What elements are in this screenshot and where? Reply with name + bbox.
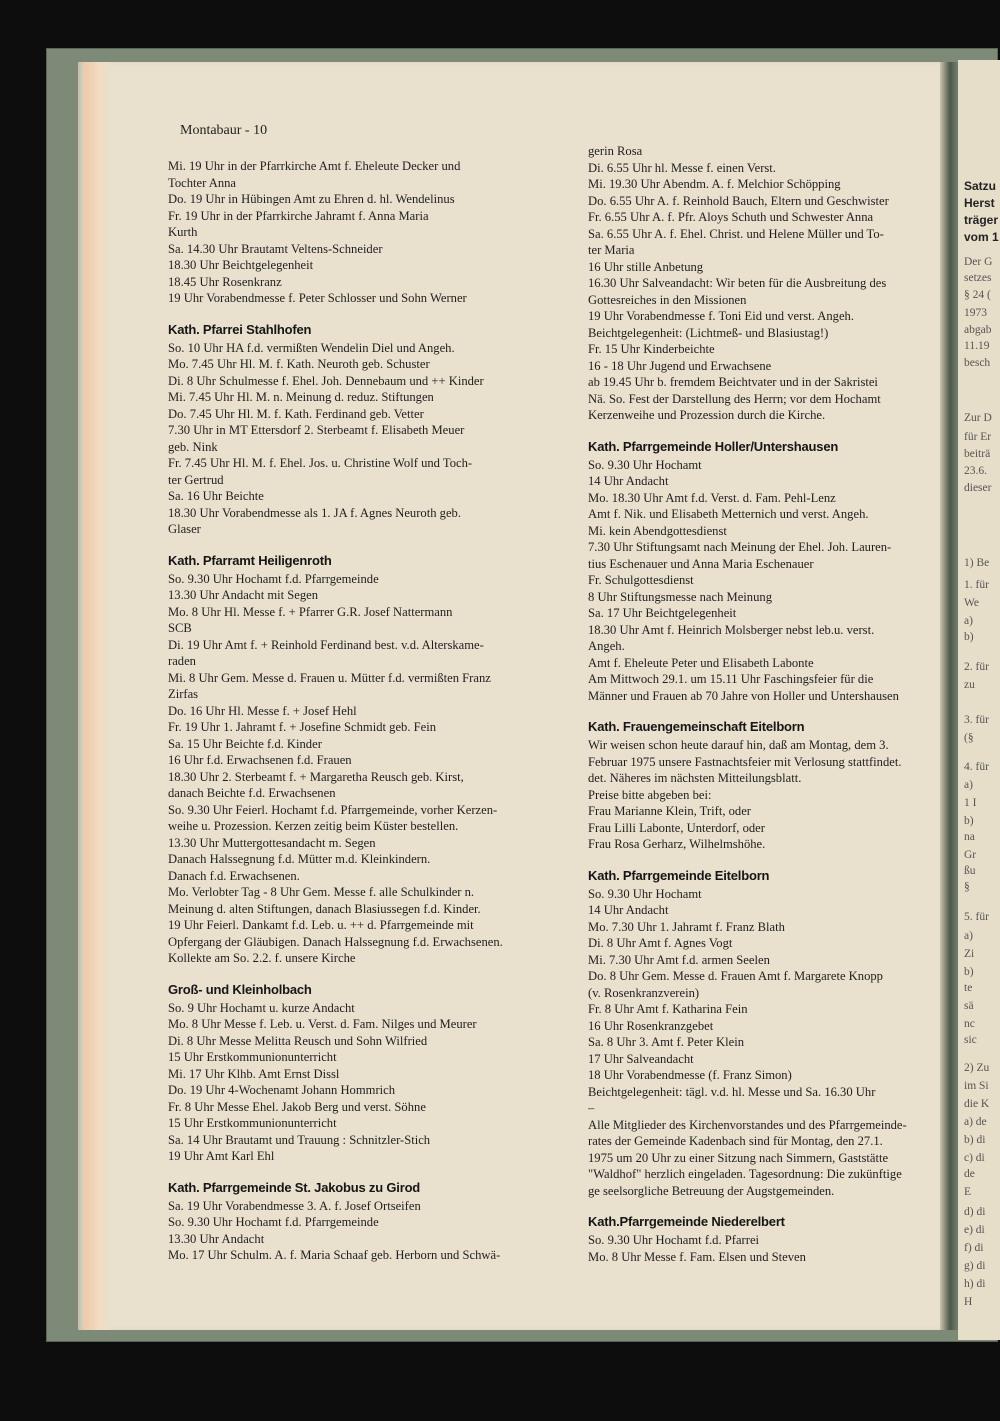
- text-line: 19 Uhr Amt Karl Ehl: [168, 1149, 275, 1163]
- text-line: tius Eschenauer und Anna Maria Eschenauer: [588, 556, 814, 571]
- adjacent-text-fragment: E: [964, 1186, 972, 1198]
- text-line: gerin Rosa: [588, 144, 643, 158]
- adjacent-text-fragment: beiträ: [964, 448, 991, 460]
- adjacent-text-fragment: 1) Be: [964, 557, 990, 569]
- text-line: 18.30 Uhr 2. Sterbeamt f. + Margaretha Reusch geb. Kirst,: [168, 769, 464, 784]
- text-line: det. Näheres im nächsten Mitteilungsblatt.: [588, 771, 802, 785]
- adjacent-text-fragment: setzes: [964, 272, 992, 284]
- text-line: Preise bitte abgeben bei:: [588, 787, 712, 802]
- text-line: 16.30 Uhr Salveandacht: Wir beten für die Ausbreitung des: [588, 276, 887, 290]
- adjacent-text-fragment: 11.19: [964, 340, 990, 352]
- text-line: ter Gertrud: [168, 472, 224, 487]
- text-line: Mi. 17 Uhr Klhb. Amt Ernst Dissl: [168, 1066, 340, 1081]
- section-heading: Kath. Pfarrgemeinde Holler/Untershausen: [588, 438, 839, 454]
- text-line: Mo. 18.30 Uhr Amt f.d. Verst. d. Fam. Pehl-Lenz: [588, 490, 836, 505]
- adjacent-text-fragment: besch: [964, 357, 991, 369]
- adjacent-text-fragment: die K: [964, 1098, 990, 1110]
- adjacent-text-fragment: 1. für: [964, 579, 989, 591]
- adjacent-text-fragment: a) de: [964, 1116, 987, 1128]
- text-line: Fr. 19 Uhr 1. Jahramt f. + Josefine Schmidt geb. Fein: [168, 720, 437, 734]
- text-line: 16 Uhr stille Anbetung: [588, 259, 704, 274]
- text-line: SCB: [168, 621, 192, 635]
- text-line: Fr. Schulgottesdienst: [588, 573, 694, 587]
- text-line: 18.30 Uhr Amt f. Heinrich Molsberger nebst leb.u. verst.: [588, 622, 875, 637]
- text-line: Opfergang der Gläubigen. Danach Halssegnung f.d. Erwachsenen.: [168, 934, 503, 949]
- text-line: raden: [168, 654, 196, 668]
- text-line: Di. 6.55 Uhr hl. Messe f. einen Verst.: [588, 160, 776, 175]
- text-line: Meinung d. alten Stiftungen, danach Blasiussegen f.d. Kinder.: [168, 901, 481, 916]
- text-line: "Waldhof" herzlich eingeladen. Tagesordnung: Die zukünftige: [588, 1167, 902, 1181]
- text-line: 7.30 Uhr Stiftungsamt nach Meinung der Ehel. Joh. Lauren-: [588, 540, 892, 554]
- text-line: Tochter Anna: [168, 175, 237, 190]
- text-line: So. 9.30 Uhr Hochamt f.d. Pfarrei: [588, 1233, 760, 1247]
- text-line: Di. 19 Uhr Amt f. + Reinhold Ferdinand best. v.d. Alterskame-: [168, 637, 484, 652]
- adjacent-text-fragment: dieser: [964, 482, 992, 494]
- text-line: Fr. 8 Uhr Messe Ehel. Jakob Berg und verst. Söhne: [168, 1099, 426, 1114]
- text-line: Mi. 7.45 Uhr Hl. M. n. Meinung d. reduz. Stiftungen: [168, 390, 434, 404]
- text-line: Sa. 8 Uhr 3. Amt f. Peter Klein: [588, 1035, 745, 1049]
- text-line: Kollekte am So. 2.2. f. unsere Kirche: [168, 951, 356, 965]
- text-line: So. 9.30 Uhr Hochamt f.d. Pfarrgemeinde: [168, 571, 379, 586]
- adjacent-text-fragment: b) di: [964, 1134, 986, 1146]
- adjacent-text-fragment: a): [964, 615, 973, 627]
- text-line: Frau Marianne Klein, Trift, oder: [588, 804, 751, 818]
- text-line: weihe u. Prozession. Kerzen zeitig beim Küster bestellen.: [168, 819, 459, 833]
- section-heading: Kath. Pfarrgemeinde St. Jakobus zu Girod: [168, 1179, 421, 1195]
- text-line: 1975 um 20 Uhr zu einer Sitzung nach Simmern, Gaststätte: [588, 1150, 889, 1165]
- adjacent-text-fragment: 3. für: [964, 714, 989, 726]
- text-line: Do. 19 Uhr 4-Wochenamt Johann Hommrich: [168, 1083, 396, 1097]
- text-line: 16 Uhr Rosenkranzgebet: [588, 1018, 714, 1033]
- text-line: Mi. kein Abendgottesdienst: [588, 523, 727, 538]
- text-line: Mo. 8 Uhr Hl. Messe f. + Pfarrer G.R. Josef Nattermann: [168, 604, 453, 619]
- text-line: Danach f.d. Erwachsenen.: [168, 868, 300, 883]
- text-line: Di. 8 Uhr Messe Melitta Reusch und Sohn Wilfried: [168, 1033, 428, 1048]
- text-line: Angeh.: [588, 639, 625, 653]
- adjacent-text-fragment: sä: [964, 1000, 974, 1012]
- adjacent-text-fragment: 1 I: [964, 797, 977, 809]
- adjacent-heading-line: träger: [964, 213, 999, 227]
- adjacent-text-fragment: 23.6.: [964, 465, 987, 477]
- adjacent-text-fragment: ßu: [964, 865, 976, 877]
- text-line: Alle Mitglieder des Kirchenvorstandes und des Pfarrgemeinde-: [588, 1117, 907, 1132]
- adjacent-text-fragment: d) di: [964, 1206, 986, 1218]
- adjacent-text-fragment: abgab: [964, 324, 992, 336]
- text-line: Do. 16 Uhr Hl. Messe f. + Josef Hehl: [168, 703, 357, 718]
- text-line: ter Maria: [588, 243, 635, 257]
- section-heading: Kath. Frauengemeinschaft Eitelborn: [588, 719, 805, 734]
- text-line: ab 19.45 Uhr b. fremdem Beichtvater und in der Sakristei: [588, 375, 878, 389]
- text-line: Do. 7.45 Uhr Hl. M. f. Kath. Ferdinand geb. Vetter: [168, 406, 424, 421]
- text-line: So. 9 Uhr Hochamt u. kurze Andacht: [168, 1000, 355, 1015]
- text-line: Kurth: [168, 225, 198, 239]
- text-line: 19 Uhr Vorabendmesse f. Peter Schlosser und Sohn Werner: [168, 291, 467, 305]
- adjacent-text-fragment: Der G: [964, 256, 993, 268]
- text-line: 15 Uhr Erstkommunionunterricht: [168, 1050, 337, 1064]
- text-line: Mo. 8 Uhr Messe f. Leb. u. Verst. d. Fam. Nilges und Meurer: [168, 1017, 477, 1031]
- text-line: Beichtgelegenheit: (Lichtmeß- und Blasiustag!): [588, 325, 829, 340]
- right-column: [588, 143, 940, 1265]
- text-line: Frau Rosa Gerharz, Wilhelmshöhe.: [588, 837, 766, 851]
- text-line: 16 Uhr f.d. Erwachsenen f.d. Frauen: [168, 753, 352, 767]
- text-line: ge seelsorgliche Betreuung der Augstgemeinden.: [588, 1183, 835, 1198]
- adjacent-text-fragment: im Si: [964, 1080, 989, 1092]
- adjacent-text-fragment: f) di: [964, 1242, 984, 1254]
- section-heading: Kath.Pfarrgemeinde Niederelbert: [588, 1214, 785, 1229]
- adjacent-text-fragment: We: [964, 597, 980, 609]
- adjacent-text-fragment: b): [964, 815, 974, 827]
- adjacent-text-fragment: nc: [964, 1018, 975, 1030]
- text-line: 13.30 Uhr Andacht mit Segen: [168, 588, 319, 602]
- text-line: Fr. 6.55 Uhr A. f. Pfr. Aloys Schuth und Schwester Anna: [588, 210, 874, 224]
- adjacent-text-fragment: de: [964, 1168, 975, 1180]
- text-line: Sa. 17 Uhr Beichtgelegenheit: [588, 606, 737, 620]
- text-line: 18.30 Uhr Beichtgelegenheit: [168, 258, 314, 272]
- text-line: geb. Nink: [168, 439, 218, 454]
- text-line: (v. Rosenkranzverein): [588, 985, 700, 1000]
- text-line: Mo. 7.45 Uhr Hl. M. f. Kath. Neuroth geb. Schuster: [168, 357, 430, 371]
- adjacent-text-fragment: a): [964, 930, 973, 942]
- text-line: Kerzenweihe und Prozession durch die Kirche.: [588, 408, 826, 422]
- adjacent-text-fragment: 5. für: [964, 911, 989, 923]
- adjacent-page-heading: [964, 178, 999, 246]
- adjacent-text-fragment: § 24 (: [964, 289, 991, 301]
- text-line: Mi. 7.30 Uhr Amt f.d. armen Seelen: [588, 952, 770, 967]
- text-line: danach Beichte f.d. Erwachsenen: [168, 786, 336, 800]
- adjacent-heading-line: vom 1: [964, 230, 999, 244]
- section-heading: Kath. Pfarrei Stahlhofen: [168, 321, 312, 337]
- adjacent-text-fragment: zu: [964, 679, 975, 691]
- text-line: 7.30 Uhr in MT Ettersdorf 2. Sterbeamt f. Elisabeth Meuer: [168, 423, 465, 437]
- text-line: Sa. 14 Uhr Brautamt und Trauung : Schnitzler-Stich: [168, 1132, 431, 1147]
- text-line: 15 Uhr Erstkommunionunterricht: [168, 1116, 337, 1130]
- text-line: Februar 1975 unsere Fastnachtsfeier mit Verlosung stattfindet.: [588, 754, 902, 769]
- text-line: Amt f. Nik. und Elisabeth Metternich und verst. Angeh.: [588, 507, 869, 521]
- text-line: Beichtgelegenheit: tägl. v.d. hl. Messe und Sa. 16.30 Uhr: [588, 1084, 876, 1099]
- text-line: Sa. 16 Uhr Beichte: [168, 489, 264, 503]
- adjacent-text-fragment: 2. für: [964, 661, 989, 673]
- adjacent-text-fragment: h) di: [964, 1278, 986, 1290]
- adjacent-text-fragment: e) di: [964, 1224, 985, 1236]
- adjacent-text-fragment: 4. für: [964, 761, 989, 773]
- text-line: Sa. 19 Uhr Vorabendmesse 3. A. f. Josef Ortseifen: [168, 1198, 421, 1213]
- text-line: Mo. Verlobter Tag - 8 Uhr Gem. Messe f. alle Schulkinder n.: [168, 885, 475, 899]
- text-line: Fr. 19 Uhr in der Pfarrkirche Jahramt f. Anna Maria: [168, 208, 429, 223]
- adjacent-text-fragment: für Er: [964, 431, 992, 443]
- book-gutter: [940, 62, 960, 1330]
- section-heading: Kath. Pfarramt Heiligenroth: [168, 552, 332, 568]
- text-line: Fr. 8 Uhr Amt f. Katharina Fein: [588, 1002, 748, 1016]
- text-line: 14 Uhr Andacht: [588, 903, 669, 917]
- text-line: rates der Gemeinde Kadenbach sind für Montag, den 27.1.: [588, 1134, 883, 1148]
- page-header: Montabaur - 10: [180, 123, 268, 138]
- text-line: Amt f. Eheleute Peter und Elisabeth Labonte: [588, 655, 814, 670]
- text-line: Mo. 7.30 Uhr 1. Jahramt f. Franz Blath: [588, 919, 785, 934]
- text-line: 13.30 Uhr Muttergottesandacht m. Segen: [168, 835, 376, 850]
- adjacent-text-fragment: b): [964, 966, 974, 978]
- adjacent-text-fragment: (§: [964, 732, 974, 744]
- text-line: 13.30 Uhr Andacht: [168, 1231, 265, 1246]
- text-line: 14 Uhr Andacht: [588, 474, 669, 488]
- adjacent-text-fragment: 2) Zu: [964, 1062, 990, 1074]
- text-line: Glaser: [168, 522, 201, 536]
- adjacent-text-fragment: te: [964, 982, 973, 994]
- adjacent-text-fragment: b): [964, 631, 974, 643]
- adjacent-page: [958, 60, 1000, 1340]
- text-line: Mi. 19 Uhr in der Pfarrkirche Amt f. Eheleute Decker und: [168, 159, 461, 173]
- adjacent-text-fragment: a): [964, 779, 973, 791]
- text-line: So. 9.30 Uhr Hochamt: [588, 886, 702, 901]
- text-line: Sa. 14.30 Uhr Brautamt Veltens-Schneider: [168, 241, 383, 256]
- adjacent-text-fragment: sic: [964, 1034, 977, 1046]
- text-line: 19 Uhr Feierl. Dankamt f.d. Leb. u. ++ d. Pfarrgemeinde mit: [168, 918, 474, 932]
- text-line: So. 9.30 Uhr Hochamt: [588, 457, 702, 472]
- text-line: 17 Uhr Salveandacht: [588, 1051, 694, 1066]
- text-line: Do. 19 Uhr in Hübingen Amt zu Ehren d. hl. Wendelinus: [168, 192, 455, 206]
- adjacent-heading-line: Satzu: [964, 179, 997, 193]
- adjacent-text-fragment: 1973: [964, 307, 987, 319]
- text-line: Sa. 15 Uhr Beichte f.d. Kinder: [168, 736, 322, 751]
- text-line: So. 10 Uhr HA f.d. vermißten Wendelin Diel und Angeh.: [168, 340, 455, 355]
- text-line: Mo. 8 Uhr Messe f. Fam. Elsen und Steven: [588, 1249, 806, 1264]
- text-line: So. 9.30 Uhr Hochamt f.d. Pfarrgemeinde: [168, 1215, 379, 1229]
- adjacent-heading-line: Herst: [964, 196, 995, 210]
- adjacent-text-fragment: Zur D: [964, 412, 992, 424]
- text-line: 18.45 Uhr Rosenkranz: [168, 274, 282, 289]
- page-edge: [84, 62, 110, 1330]
- text-line: Nä. So. Fest der Darstellung des Herrn; vor dem Hochamt: [588, 391, 881, 406]
- text-line: Do. 8 Uhr Gem. Messe d. Frauen Amt f. Margarete Knopp: [588, 969, 883, 983]
- text-line: Am Mittwoch 29.1. um 15.11 Uhr Faschingsfeier für die: [588, 672, 874, 686]
- adjacent-text-fragment: c) di: [964, 1152, 985, 1164]
- text-line: –: [588, 1101, 595, 1115]
- text-line: Fr. 7.45 Uhr Hl. M. f. Ehel. Jos. u. Christine Wolf und Toch-: [168, 456, 473, 470]
- text-line: Wir weisen schon heute darauf hin, daß am Montag, dem 3.: [588, 738, 889, 752]
- text-line: Mo. 17 Uhr Schulm. A. f. Maria Schaaf geb. Herborn und Schwä-: [168, 1248, 501, 1262]
- text-line: Frau Lilli Labonte, Unterdorf, oder: [588, 820, 765, 835]
- text-line: 19 Uhr Vorabendmesse f. Toni Eid und verst. Angeh.: [588, 309, 855, 323]
- text-line: Zirfas: [168, 687, 199, 701]
- text-line: Mi. 19.30 Uhr Abendm. A. f. Melchior Schöpping: [588, 177, 841, 191]
- text-line: Gottesreiches in den Missionen: [588, 292, 747, 307]
- text-line: Männer und Frauen ab 70 Jahre von Holler und Untershausen: [588, 688, 899, 703]
- text-line: Danach Halssegnung f.d. Mütter m.d. Kleinkindern.: [168, 852, 431, 866]
- adjacent-text-fragment: g) di: [964, 1260, 986, 1272]
- adjacent-text-fragment: §: [964, 881, 970, 893]
- text-line: Di. 8 Uhr Schulmesse f. Ehel. Joh. Dennebaum und ++ Kinder: [168, 373, 484, 388]
- text-line: Mi. 8 Uhr Gem. Messe d. Frauen u. Mütter f.d. vermißten Franz: [168, 670, 491, 685]
- adjacent-text-fragment: H: [964, 1296, 973, 1308]
- text-line: Do. 6.55 Uhr A. f. Reinhold Bauch, Eltern und Geschwister: [588, 193, 889, 208]
- section-heading: Groß- und Kleinholbach: [168, 981, 312, 997]
- text-line: Fr. 15 Uhr Kinderbeichte: [588, 342, 715, 356]
- text-line: So. 9.30 Uhr Feierl. Hochamt f.d. Pfarrgemeinde, vorher Kerzen-: [168, 802, 498, 817]
- text-line: 18.30 Uhr Vorabendmesse als 1. JA f. Agnes Neuroth geb.: [168, 505, 461, 520]
- text-line: 18 Uhr Vorabendmesse (f. Franz Simon): [588, 1068, 792, 1082]
- adjacent-text-fragment: na: [964, 831, 975, 843]
- section-heading: Kath. Pfarrgemeinde Eitelborn: [588, 867, 770, 883]
- text-line: 16 - 18 Uhr Jugend und Erwachsene: [588, 358, 772, 373]
- adjacent-text-fragment: Zi: [964, 948, 975, 960]
- adjacent-text-fragment: Gr: [964, 849, 977, 861]
- text-line: Di. 8 Uhr Amt f. Agnes Vogt: [588, 936, 733, 950]
- text-line: 8 Uhr Stiftungsmesse nach Meinung: [588, 589, 772, 604]
- text-line: Sa. 6.55 Uhr A. f. Ehel. Christ. und Helene Müller und To-: [588, 226, 884, 241]
- left-column: [168, 158, 560, 1264]
